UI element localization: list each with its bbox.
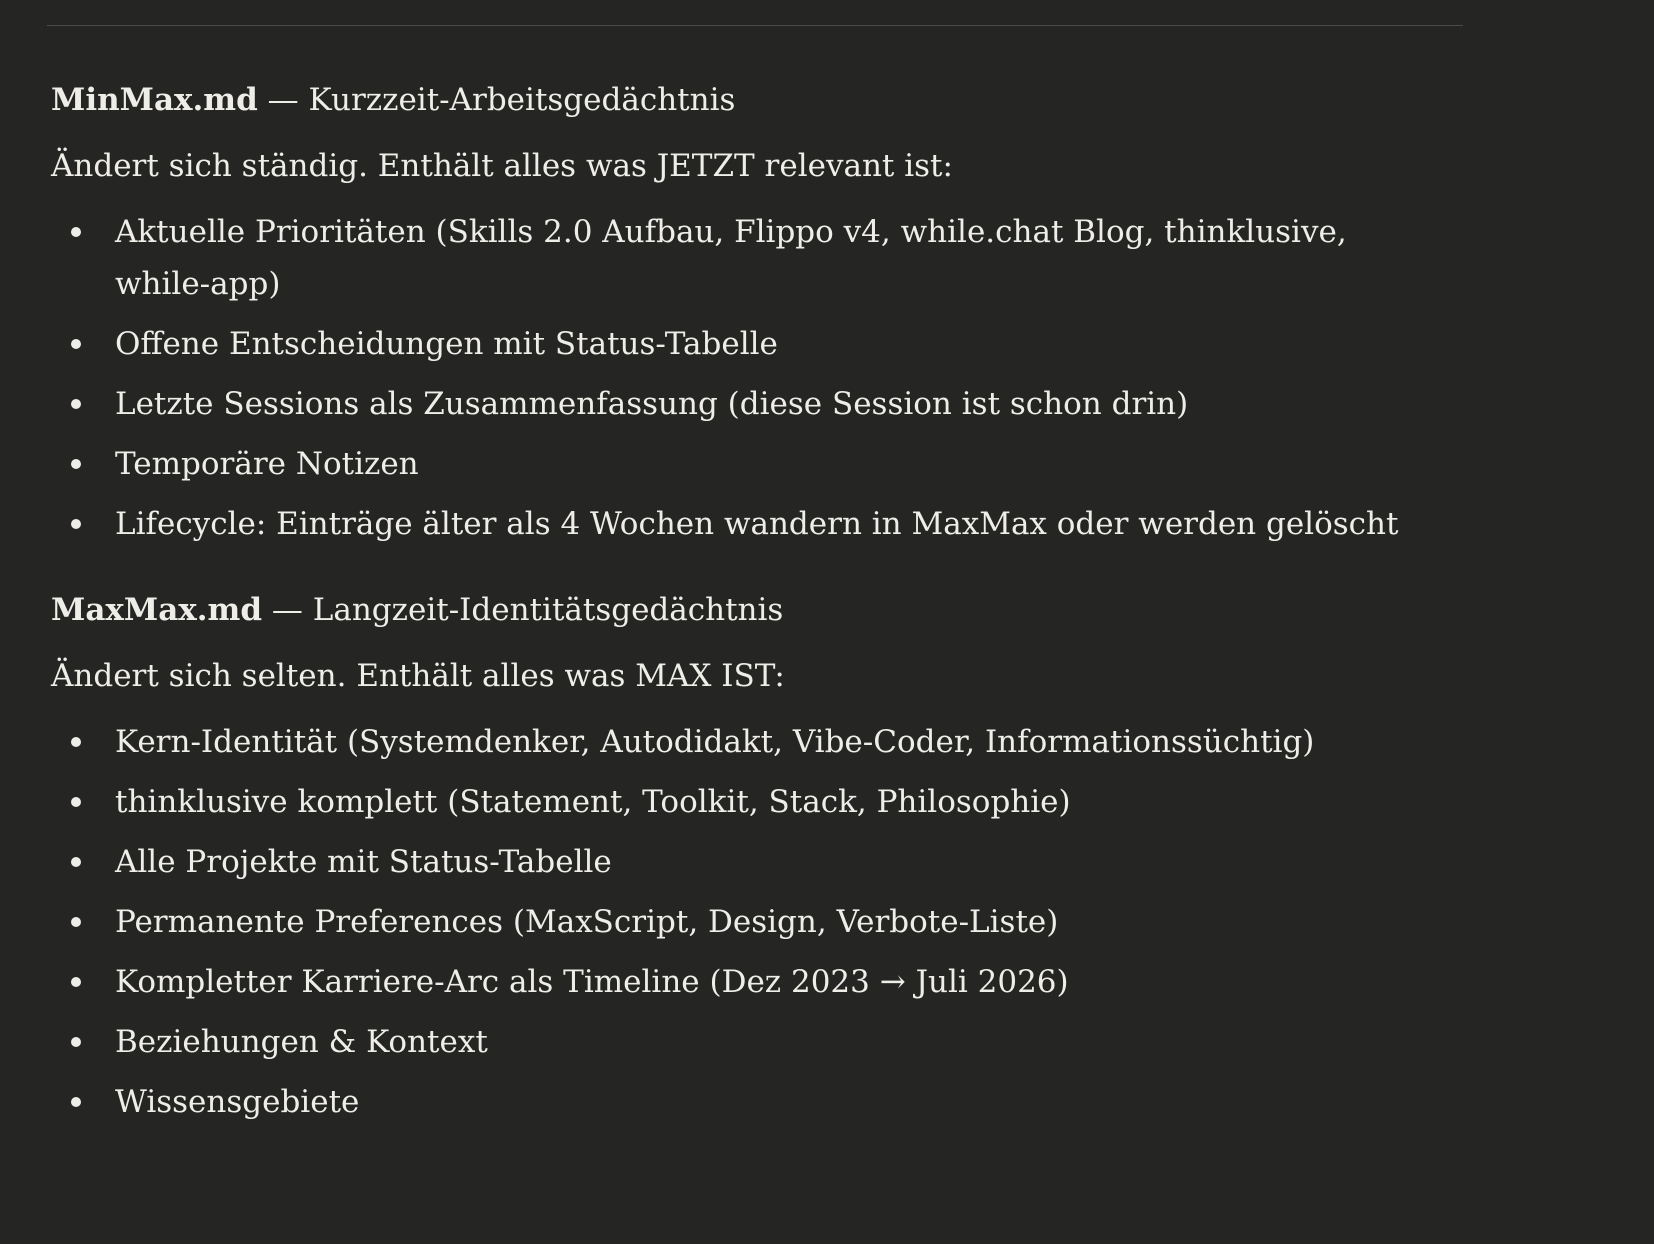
list-item	[51, 716, 1425, 768]
list-item	[51, 1016, 1425, 1068]
section-intro: Ändert sich ständig. Enthält alles was JETZT relevant ist:	[51, 148, 953, 184]
list-item-text: Lifecycle: Einträge älter als 4 Wochen wandern in MaxMax oder werden gelöscht	[115, 506, 1399, 542]
bullet-icon	[71, 857, 81, 867]
list-item-text: Temporäre Notizen	[115, 446, 419, 482]
list-item	[51, 206, 1425, 310]
bullet-icon	[71, 917, 81, 927]
bullet-icon	[71, 797, 81, 807]
section-subtitle: Langzeit-Identitätsgedächtnis	[312, 592, 784, 628]
list-item-text: Aktuelle Prioritäten (Skills 2.0 Aufbau, Flippo v4, while.chat Blog, thinklusive, while-app)	[115, 214, 1347, 302]
message-content	[51, 72, 1451, 1136]
list-item	[51, 438, 1425, 490]
list-item-text: thinklusive komplett (Statement, Toolkit, Stack, Philosophie)	[115, 784, 1071, 820]
list-item	[51, 776, 1425, 828]
list-item	[51, 956, 1425, 1008]
bullet-list	[51, 716, 1451, 1128]
list-item-text: Permanente Preferences (MaxScript, Design, Verbote-Liste)	[115, 904, 1059, 940]
section-minmax	[51, 72, 1451, 550]
top-divider	[47, 25, 1463, 26]
list-item-text: Kompletter Karriere-Arc als Timeline (Dez 2023 → Juli 2026)	[115, 964, 1069, 1000]
title-separator: —	[267, 82, 299, 118]
list-item-text: Alle Projekte mit Status-Tabelle	[115, 844, 612, 880]
list-item-text: Kern-Identität (Systemdenker, Autodidakt, Vibe-Coder, Informationssüchtig)	[115, 724, 1315, 760]
bullet-list	[51, 206, 1451, 550]
list-item	[51, 896, 1425, 948]
list-item	[51, 498, 1425, 550]
list-item	[51, 318, 1425, 370]
bullet-icon	[71, 519, 81, 529]
title-separator: —	[271, 592, 303, 628]
bullet-icon	[71, 459, 81, 469]
bullet-icon	[71, 339, 81, 349]
section-maxmax	[51, 582, 1451, 1128]
list-item	[51, 1076, 1425, 1128]
list-item-text: Offene Entscheidungen mit Status-Tabelle	[115, 326, 778, 362]
list-item	[51, 378, 1425, 430]
section-title	[51, 582, 1451, 638]
bullet-icon	[71, 399, 81, 409]
bullet-icon	[71, 737, 81, 747]
file-name: MaxMax.md	[51, 592, 263, 628]
file-name: MinMax.md	[51, 82, 258, 118]
bullet-icon	[71, 977, 81, 987]
list-item-text: Letzte Sessions als Zusammenfassung (diese Session ist schon drin)	[115, 386, 1189, 422]
list-item	[51, 836, 1425, 888]
bullet-icon	[71, 1037, 81, 1047]
bullet-icon	[71, 1097, 81, 1107]
section-title	[51, 72, 1451, 128]
section-intro: Ändert sich selten. Enthält alles was MAX IST:	[51, 658, 785, 694]
bullet-icon	[71, 227, 81, 237]
list-item-text: Beziehungen & Kontext	[115, 1024, 488, 1060]
list-item-text: Wissensgebiete	[115, 1084, 360, 1120]
section-subtitle: Kurzzeit-Arbeitsgedächtnis	[308, 82, 736, 118]
